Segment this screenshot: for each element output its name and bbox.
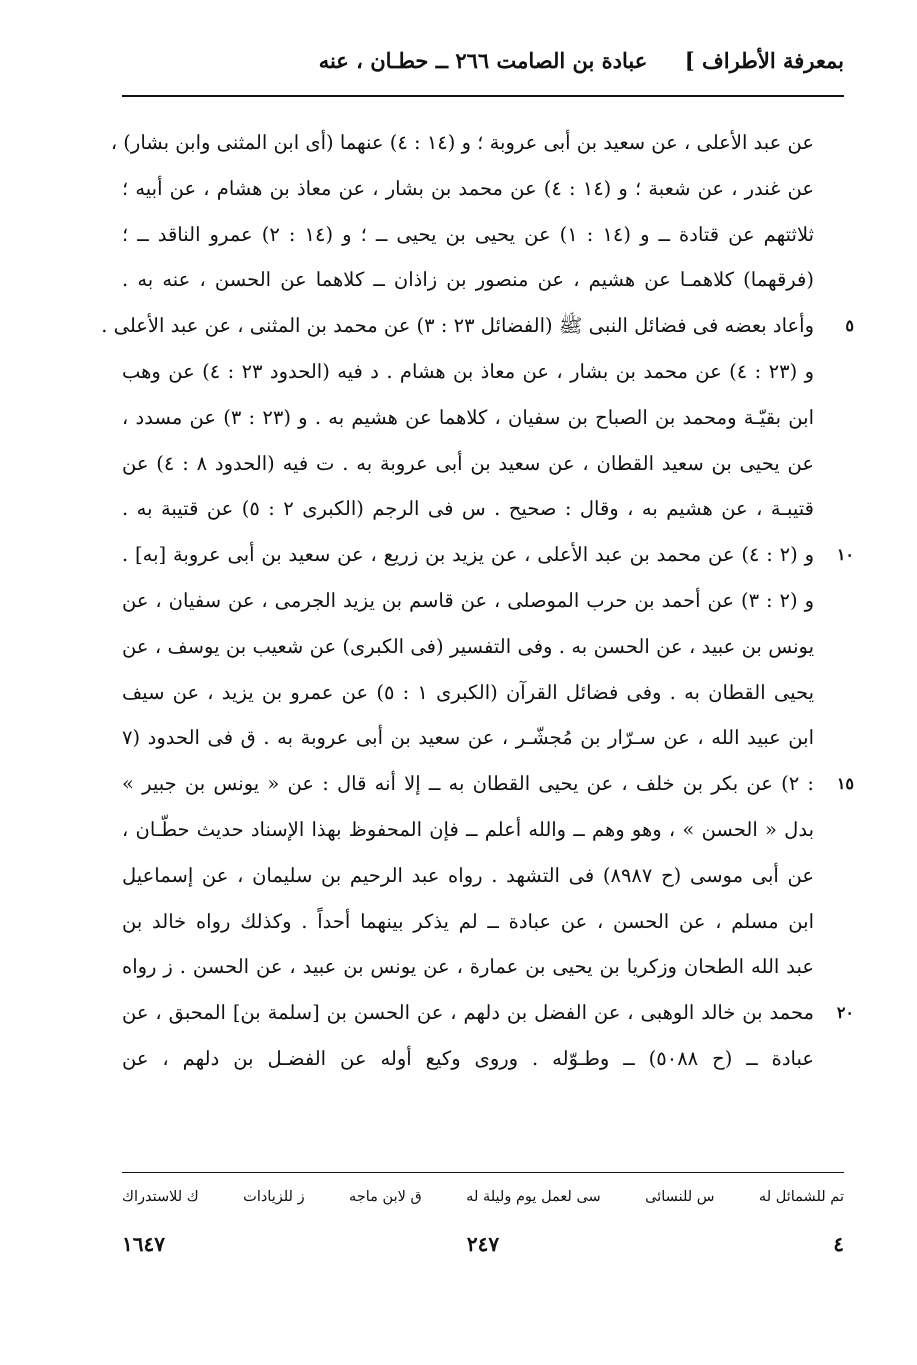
line-text: عبادة ــ (ح ٥٠٨٨) ــ وطـوّله . وروى وكيع أوله عن الفضـل بن دلهم ، عن [122, 1046, 815, 1070]
line-text: ثلاثتهم عن قتادة ــ و (١٤ : ١) عن يحيى بن يحيى ــ ؛ و (١٤ : ٢) عمرو الناقد ــ ؛ [122, 222, 815, 246]
text-line [122, 578, 814, 624]
text-line [122, 1036, 814, 1082]
text-line [122, 395, 814, 441]
legend-item: ز للزيادات [243, 1189, 305, 1205]
header-section-title: عبادة بن الصامت ٢٦٦ ــ حطـان ، عنه [318, 48, 648, 73]
cumulative-page-number: ١٦٤٧ [122, 1232, 165, 1256]
line-text: (فرقهما) كلاهمـا عن هشيم ، عن منصور بن زاذان ــ كلاهما عن الحسن ، عنه به . [122, 268, 814, 292]
line-text: ابن عبيد الله ، عن سـرّار بن مُجشّـر ، عن سعيد بن أبى عروبة به . ق فى الحدود (٧ [122, 726, 814, 750]
line-number: ٥ [845, 316, 854, 336]
line-text: قتيبـة ، عن هشيم به ، وقال : صحيح . س فى الرجم (الكبرى ٢ : ٥) عن قتيبة به . [122, 497, 814, 521]
text-line [122, 761, 854, 807]
line-number: ٢٠ [836, 1003, 854, 1023]
line-text: عن عبد الأعلى ، عن سعيد بن أبى عروبة ؛ و (١٤ : ٤) عنهما (أى ابن المثنى وابن بشار) ، [110, 131, 814, 154]
text-line [110, 120, 814, 166]
line-text: بدل « الحسن » ، وهو وهم ــ والله أعلم ــ فإن المحفوظ بهذا الإسناد حديث حطّـان ، [122, 817, 814, 841]
main-text [101, 120, 854, 1082]
header-divider [122, 95, 844, 97]
page-number: ٢٤٧ [466, 1232, 500, 1256]
line-text: عن أبى موسى (ح ٨٩٨٧) فى التشهد . رواه عبد الرحيم بن سليمان ، عن إسماعيل [122, 863, 814, 887]
line-text: محمد بن خالد الوهبى ، عن الفضل بن دلهم ، عن الحسن بن [سلمة بن] المحبق ، عن [122, 1001, 814, 1025]
line-text: وأعاد بعضه فى فضائل النبى ﷺ (الفضائل ٢٣ : ٣) عن محمد بن المثنى ، عن عبد الأعلى . [101, 314, 814, 338]
line-number: ١٥ [836, 774, 854, 794]
header-book-title: بمعرفة الأطراف ] [684, 48, 844, 73]
text-line [122, 944, 814, 990]
text-line [122, 807, 814, 853]
text-line [122, 441, 814, 487]
line-text: يونس بن عبيد ، عن الحسن به . وفى التفسير (فى الكبرى) عن شعيب بن يوسف ، عن [122, 634, 814, 658]
line-text: ابن مسلم ، عن الحسن ، عن عبادة ــ لم يذكر بينهما أحداً . وكذلك رواه خالد بن [122, 909, 814, 933]
text-line [122, 532, 854, 578]
volume-number: ٤ [833, 1232, 844, 1256]
legend-item: ق لابن ماجه [349, 1189, 422, 1205]
legend-item: س للنسائى [645, 1189, 715, 1205]
text-line [122, 624, 814, 670]
text-line [122, 166, 814, 212]
text-line [101, 303, 854, 349]
legend-item: ك للاستدراك [122, 1189, 199, 1205]
text-line [122, 853, 814, 899]
line-text: عبد الله الطحان وزكريا بن يحيى بن عمارة ، عن يونس بن عبيد ، عن الحسن . ز رواه [122, 955, 814, 979]
text-line [122, 670, 814, 716]
line-text: و (٢٣ : ٤) عن محمد بن بشار ، عن معاذ بن هشام . د فيه (الحدود ٢٣ : ٤) عن وهب [122, 359, 814, 383]
text-line [122, 349, 814, 395]
line-text: عن يحيى بن سعيد القطان ، عن سعيد بن أبى عروبة به . ت فيه (الحدود ٨ : ٤) عن [122, 451, 814, 475]
legend-item: تم للشمائل له [758, 1189, 844, 1205]
line-text: عن غندر ، عن شعبة ؛ و (١٤ : ٤) عن محمد بن بشار ، عن معاذ بن هشام ، عن أبيه ؛ [122, 176, 814, 200]
text-line [122, 486, 814, 532]
line-text: ابن بقيّـة ومحمد بن الصباح بن سفيان ، كلاهما عن هشيم به . و (٢٣ : ٣) عن مسدد ، [122, 405, 814, 429]
text-line [122, 990, 854, 1036]
text-line [122, 715, 814, 761]
legend-item: سى لعمل يوم وليلة له [466, 1189, 601, 1205]
text-line [122, 899, 814, 945]
text-line [122, 212, 814, 258]
line-text: يحيى القطان به . وفى فضائل القرآن (الكبرى ١ : ٥) عن عمرو بن يزيد ، عن سيف [122, 680, 815, 704]
line-number: ١٠ [836, 545, 854, 565]
page-footer [122, 1232, 844, 1268]
line-text: و (٢ : ٤) عن محمد بن عبد الأعلى ، عن يزيد بن زريع ، عن سعيد بن أبى عروبة [به] . [122, 543, 815, 567]
line-text: و (٢ : ٣) عن أحمد بن حرب الموصلى ، عن قاسم بن يزيد الجرمى ، عن سفيان ، عن [122, 588, 814, 612]
running-header [122, 42, 844, 90]
text-line [122, 257, 814, 303]
footer-divider [122, 1172, 844, 1173]
abbreviation-legend [122, 1180, 844, 1214]
line-text: : ٢) عن بكر بن خلف ، عن يحيى القطان به ــ إلا أنه قال : عن « يونس بن جبير » [122, 772, 814, 796]
